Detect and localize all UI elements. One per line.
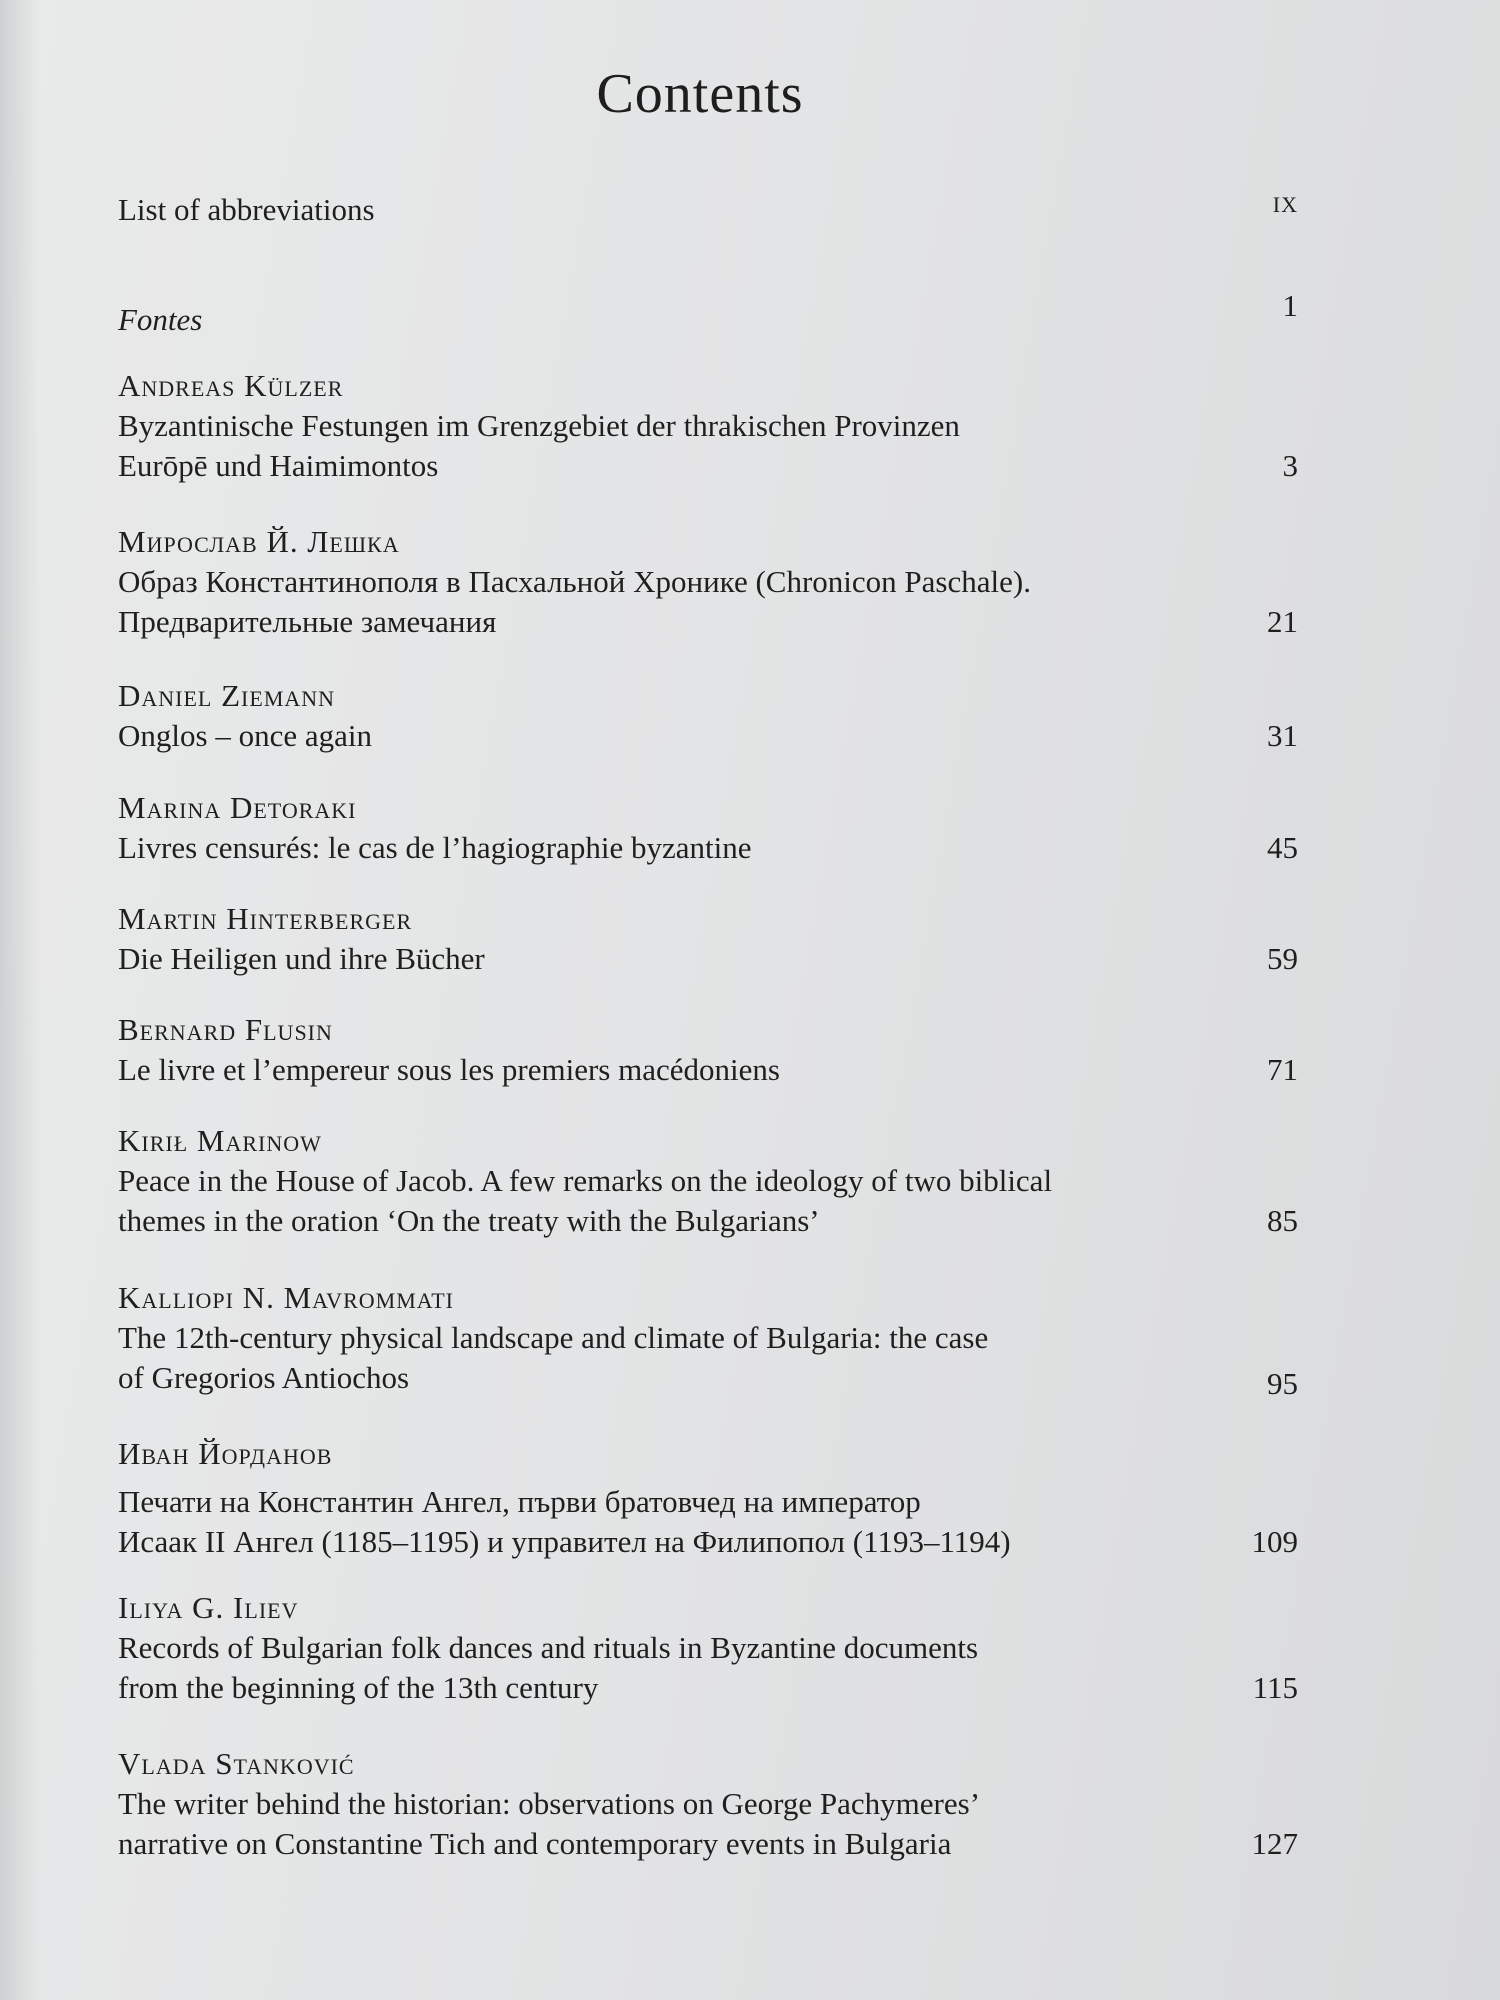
toc-entry-title-line: The writer behind the historian: observations on George Pachymeres’ [118, 1786, 981, 1821]
toc-entry-title-line: Peace in the House of Jacob. A few remarks on the ideology of two biblical [118, 1163, 1053, 1198]
toc-entry [118, 1010, 1298, 1090]
toc-entry-page: 109 [1251, 1524, 1298, 1559]
toc-entry-title-line: Byzantinische Festungen im Grenzgebiet der thrakischen Provinzen [118, 408, 960, 443]
toc-entry-label: Fontes [118, 302, 203, 337]
toc-entry [118, 366, 1298, 486]
toc-entry-title-line: themes in the oration ‘On the treaty with the Bulgarians’ 85 [118, 1201, 1298, 1241]
toc-entry-author: Мирослав Й. Лешка [118, 524, 400, 559]
toc-entry-title-line: Предварительные замечания 21 [118, 602, 1298, 642]
toc-entry-author: Marina Detoraki [118, 790, 357, 825]
toc-entry-page: ix [1272, 184, 1298, 219]
toc-entry-author: Kalliopi N. Mavrommati [118, 1280, 454, 1315]
toc-entry-title-line: The 12th-century physical landscape and climate of Bulgaria: the case [118, 1320, 989, 1355]
toc-entry-author: Daniel Ziemann [118, 678, 336, 713]
toc-entry [118, 676, 1298, 756]
toc-entry-title-line: Eurōpē und Haimimontos 3 [118, 446, 1298, 486]
toc-entry-author: Martin Hinterberger [118, 901, 413, 936]
toc-entry-title-line: Die Heiligen und ihre Bücher 59 [118, 939, 1298, 979]
page-title: Contents [596, 63, 804, 125]
toc-entry-page: 1 [1282, 288, 1298, 323]
toc-entry [118, 899, 1298, 979]
toc-entry-title-line: Печати на Константин Ангел, първи братовчед на император [118, 1484, 921, 1519]
toc-entry-page: 71 [1267, 1052, 1298, 1087]
toc-entry-title-line: from the beginning of the 13th century 115 [118, 1668, 1298, 1708]
toc-entry-author: Vlada Stanković [118, 1746, 355, 1781]
toc-entry [118, 1434, 1298, 1562]
toc-entry-page: 3 [1282, 448, 1298, 483]
toc-entry-title-line: narrative on Constantine Tich and contemporary events in Bulgaria 127 [118, 1824, 1298, 1864]
toc-entry-title-line: Livres censurés: le cas de l’hagiographie byzantine 45 [118, 828, 1298, 868]
toc-entry-page: 85 [1267, 1203, 1298, 1238]
toc-entry-title-line: Le livre et l’empereur sous les premiers macédoniens 71 [118, 1050, 1298, 1090]
toc-entry-page: 21 [1267, 604, 1298, 639]
toc-entry [118, 522, 1298, 642]
toc-entry-page: 59 [1267, 941, 1298, 976]
toc-entry-title-line: Образ Константинополя в Пасхальной Хронике (Chronicon Paschale). [118, 564, 1031, 599]
toc-entry-author: Kirił Marinow [118, 1123, 322, 1158]
toc-entry-page: 45 [1267, 830, 1298, 865]
toc-entry-author: Иван Йорданов [118, 1436, 333, 1471]
toc-entry-page: 95 [1267, 1366, 1298, 1401]
toc-entry-title-line: Records of Bulgarian folk dances and rituals in Byzantine documents [118, 1630, 979, 1665]
toc-entry-page: 127 [1251, 1826, 1298, 1861]
toc-entry-title-line: Onglos – once again 31 [118, 716, 1298, 756]
toc-entry-title-line: Исаак II Ангел (1185–1195) и управител на Филипопол (1193–1194) 109 [118, 1522, 1298, 1562]
toc-entry-author: Bernard Flusin [118, 1012, 333, 1047]
toc-entry-page: 31 [1267, 718, 1298, 753]
toc-entry [118, 1588, 1298, 1708]
toc-entry [118, 788, 1298, 868]
toc-entry-title-line: of Gregorios Antiochos 95 [118, 1358, 1298, 1398]
toc-entry-author: Andreas Külzer [118, 368, 344, 403]
toc-entry-label: List of abbreviations [118, 192, 375, 227]
page-gutter-shadow [0, 0, 40, 2000]
toc-entry-page: 115 [1252, 1670, 1298, 1705]
toc-entry-author: Iliya G. Iliev [118, 1590, 299, 1625]
toc-entry [118, 1278, 1298, 1401]
toc-entry [118, 1744, 1298, 1864]
toc-entry-abbreviations [118, 184, 1298, 230]
toc-entry-fontes [118, 288, 1298, 340]
toc-entry [118, 1121, 1298, 1241]
